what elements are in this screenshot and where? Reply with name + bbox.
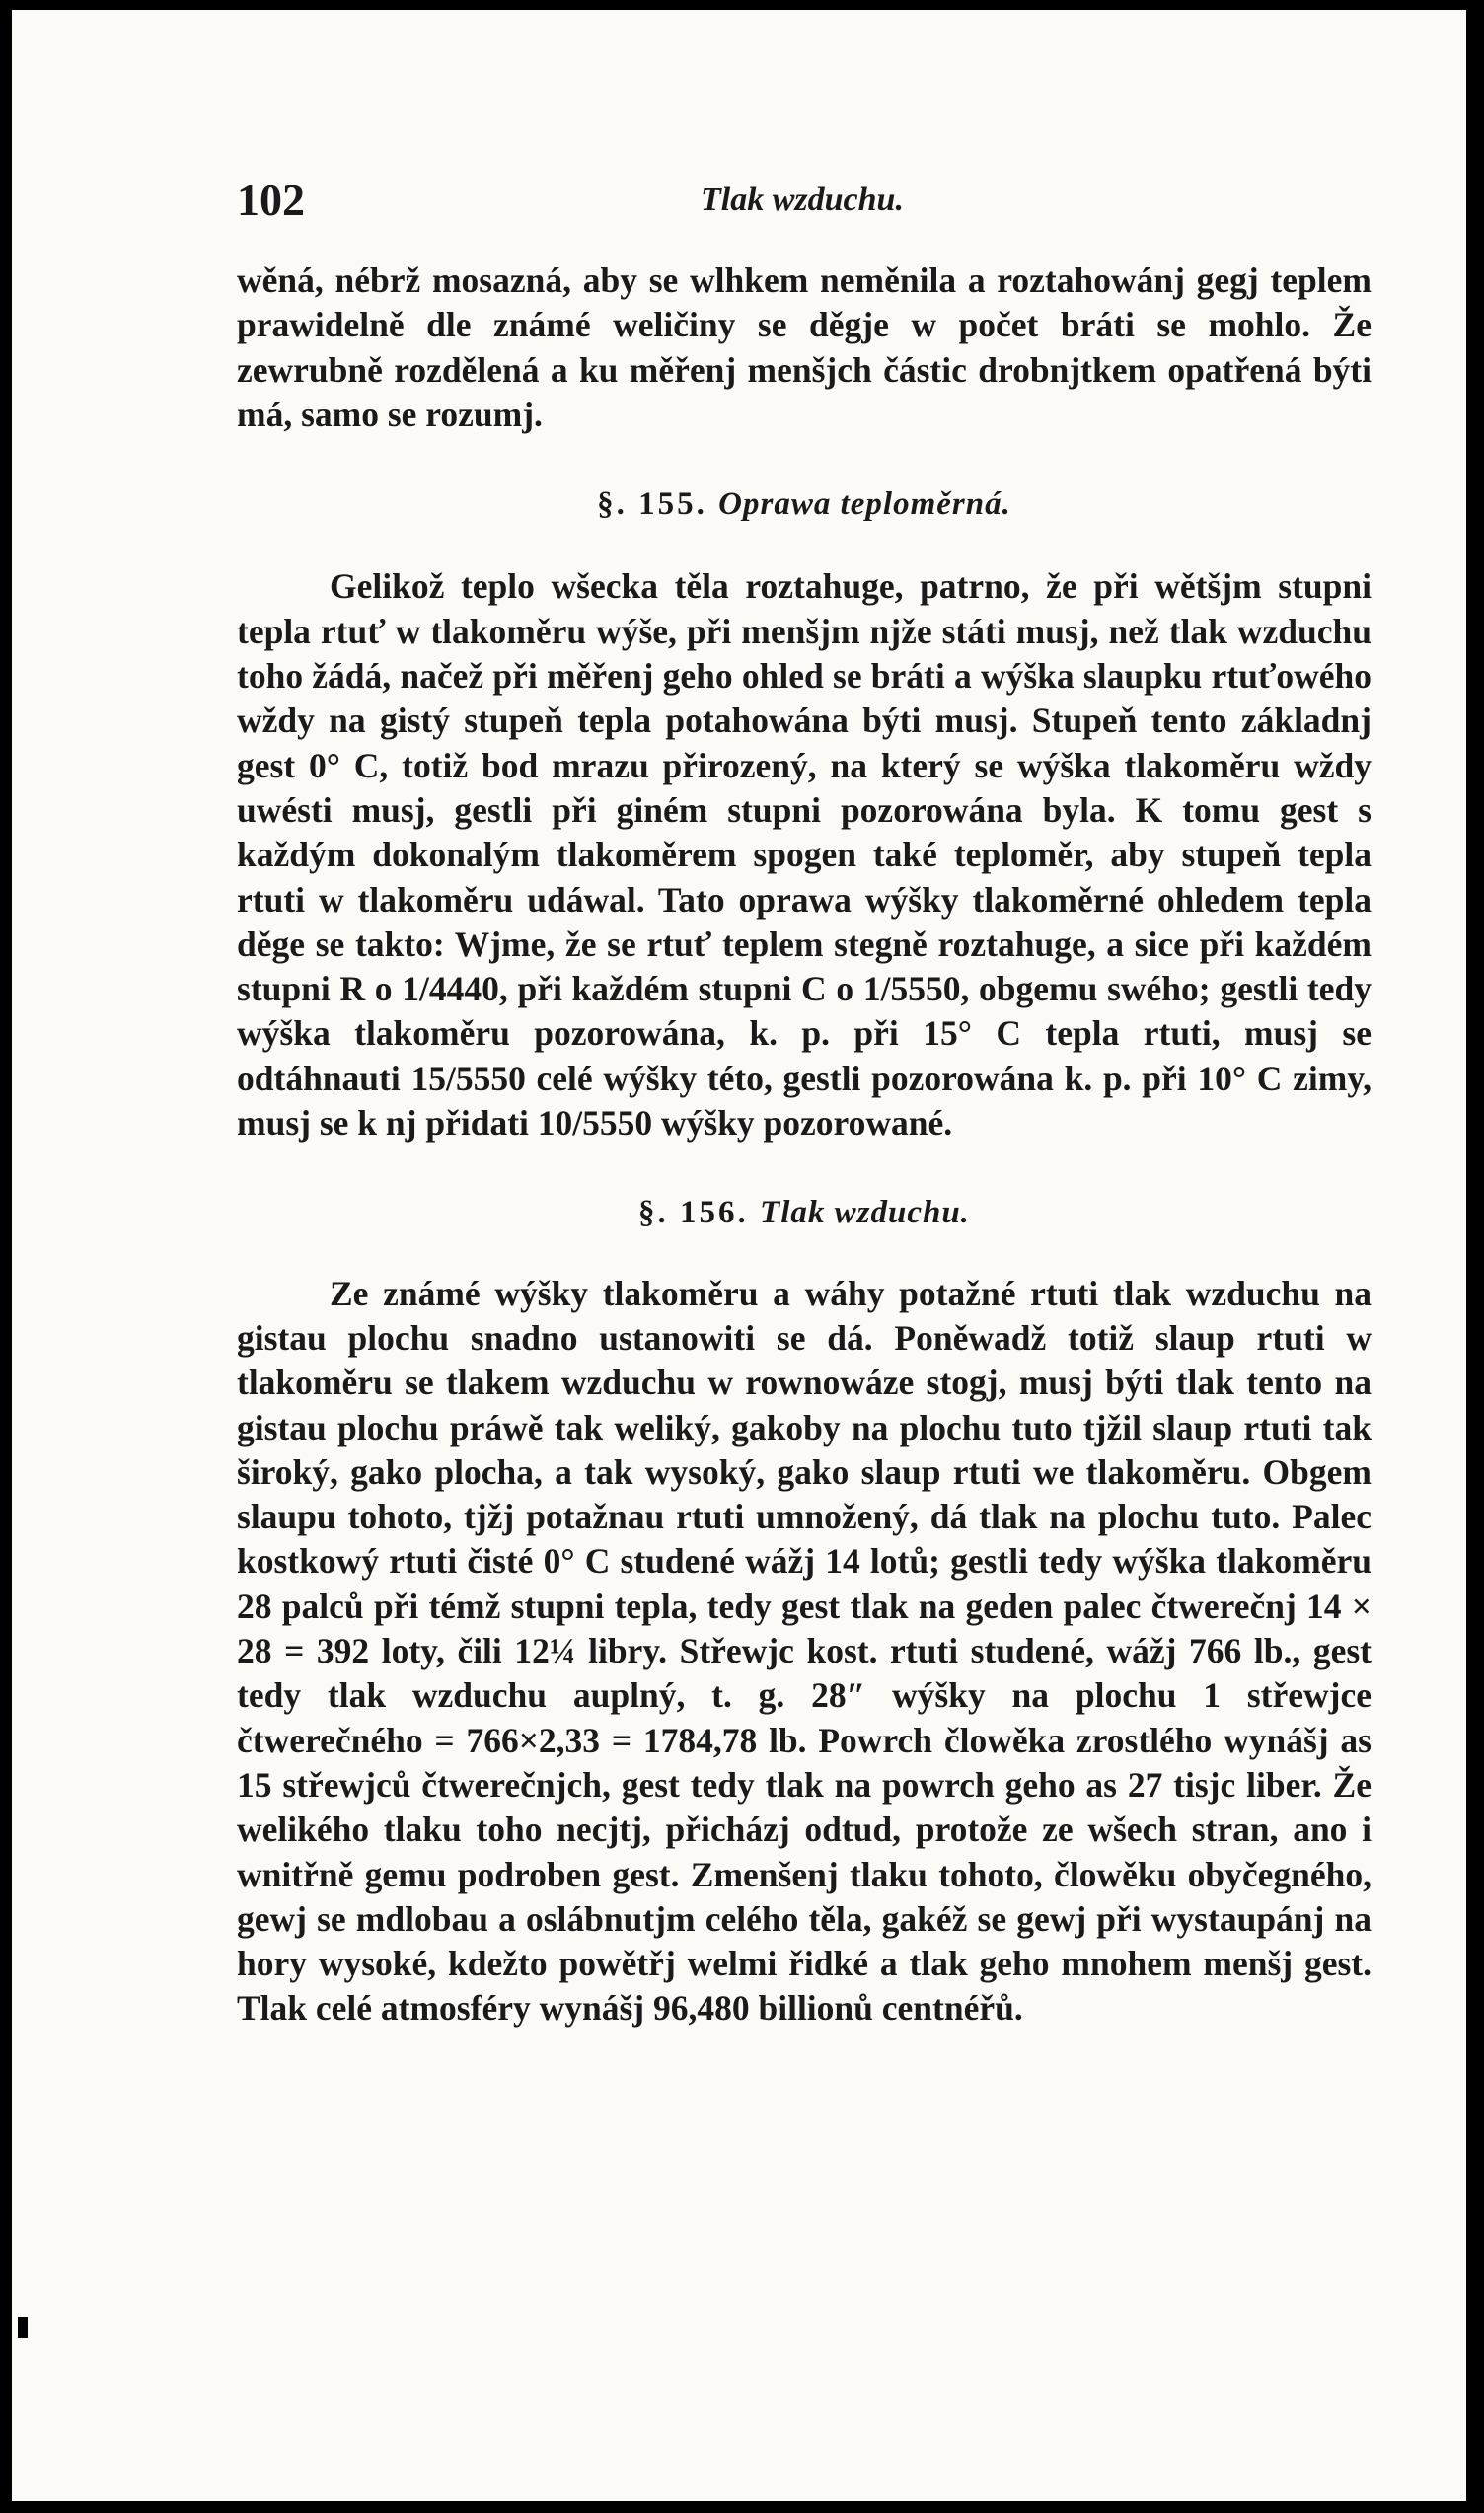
section-155-title: Oprawa teploměrná. [718,486,1011,523]
running-title: Tlak wzduchu. [701,182,904,218]
section-155-number: §. 155. [597,486,707,523]
paragraph-continued: wěná, nébrž mosazná, aby se wlhkem neměnila a roztahowánj gegj teplem prawidelně dle známé weličiny se děgje w počet bráti se mohlo. Že zewrubně rozdělená a ku měřenj menšjch částic drobnjtkem opatřená býti má, samo se rozumj. [237,260,1372,434]
main-text [237,259,1372,2032]
section-156-title: Tlak wzduchu. [760,1195,970,1231]
running-header [237,168,1372,227]
paragraph-section-155: Gelikož teplo wšecka těla roztahuge, patrno, že při wětšjm stupni tepla rtuť w tlakoměru wýše, při menšjm njže státi musj, než tlak wzduchu toho žádá, načež při měřenj geho ohled se bráti a wýška slaupku rtuťowého wždy na gistý stupeň tepla potahowána býti musj. Stupeň tento základnj gest 0° C, totiž bod mrazu přirozený, na který se wýška tlakoměru wždy uwésti musj, gestli při giném stupni pozorowána byla. K tomu gest s každým dokonalým tlakoměrem spogen také teploměr, aby stupeň tepla rtuti w tlakoměru udáwal. Tato oprawa wýšky tlakoměrné ohledem tepla děge se takto: Wjme, že se rtuť teplem stegně roztahuge, a sice při každém stupni R o 1/4440, při každém stupni C o 1/5550, obgemu swého; gestli tedy wýška tlakoměru pozorowána, k. p. při 15° C tepla rtuti, musj se odtáhnauti 15/5550 celé wýšky této, gestli pozorowána k. p. při 10° C zimy, musj se k nj přidati 10/5550 wýšky pozorowané. [237,566,1372,1144]
book-page [12,10,1466,2501]
paragraph-section-156: Ze známé wýšky tlakoměru a wáhy potažné rtuti tlak wzduchu na gistau plochu snadno ustanowiti se dá. Poněwadž totiž slaup rtuti w tlakoměru se tlakem wzduchu w rownowáze stogj, musj býti tlak tento na gistau plochu práwě tak weliký, gakoby na plochu tuto tjžil slaup rtuti tak široký, gako plocha, a tak wysoký, gako slaup rtuti we tlakoměru. Obgem slaupu tohoto, tjžj potažnau rtuti umnožený, dá tlak na plochu tuto. Palec kostkowý rtuti čisté 0° C studené wážj 14 lotů; gestli tedy wýška tlakoměru 28 palců při témž stupni tepla, tedy gest tlak na geden palec čtwerečnj 14 × 28 = 392 loty, čili 12¼ libry. Střewjc kost. rtuti studené, wážj 766 lb., gest tedy tlak wzduchu auplný, t. g. 28″ wýšky na plochu 1 střewjce čtwerečného = 766×2,33 = 1784,78 lb. Powrch člowěka zrostlého wynášj as 15 střewjců čtwerečnjch, gest tedy tlak na powrch geho as 27 tisjc liber. Že welikého tlaku toho necjtj, přicházj odtud, protože ze wšech stran, ano i wnitřně gemu podroben gest. Zmenšenj tlaku tohoto, člowěku obyčegného, gewj se mdlobau a oslábnutjm celého těla, gakéž se gewj při wystaupánj na hory wysoké, kdežto powětřj welmi řidké a tlak geho mnohem menšj gest. Tlak celé atmosféry wynášj 96,480 billionů centnéřů. [237,1273,1372,2029]
section-156-number: §. 156. [638,1195,749,1231]
scan-edge-mark [18,2317,28,2338]
page-number: 102 [237,175,305,225]
section-156-heading [237,1191,1372,1235]
section-155-heading [237,482,1372,527]
